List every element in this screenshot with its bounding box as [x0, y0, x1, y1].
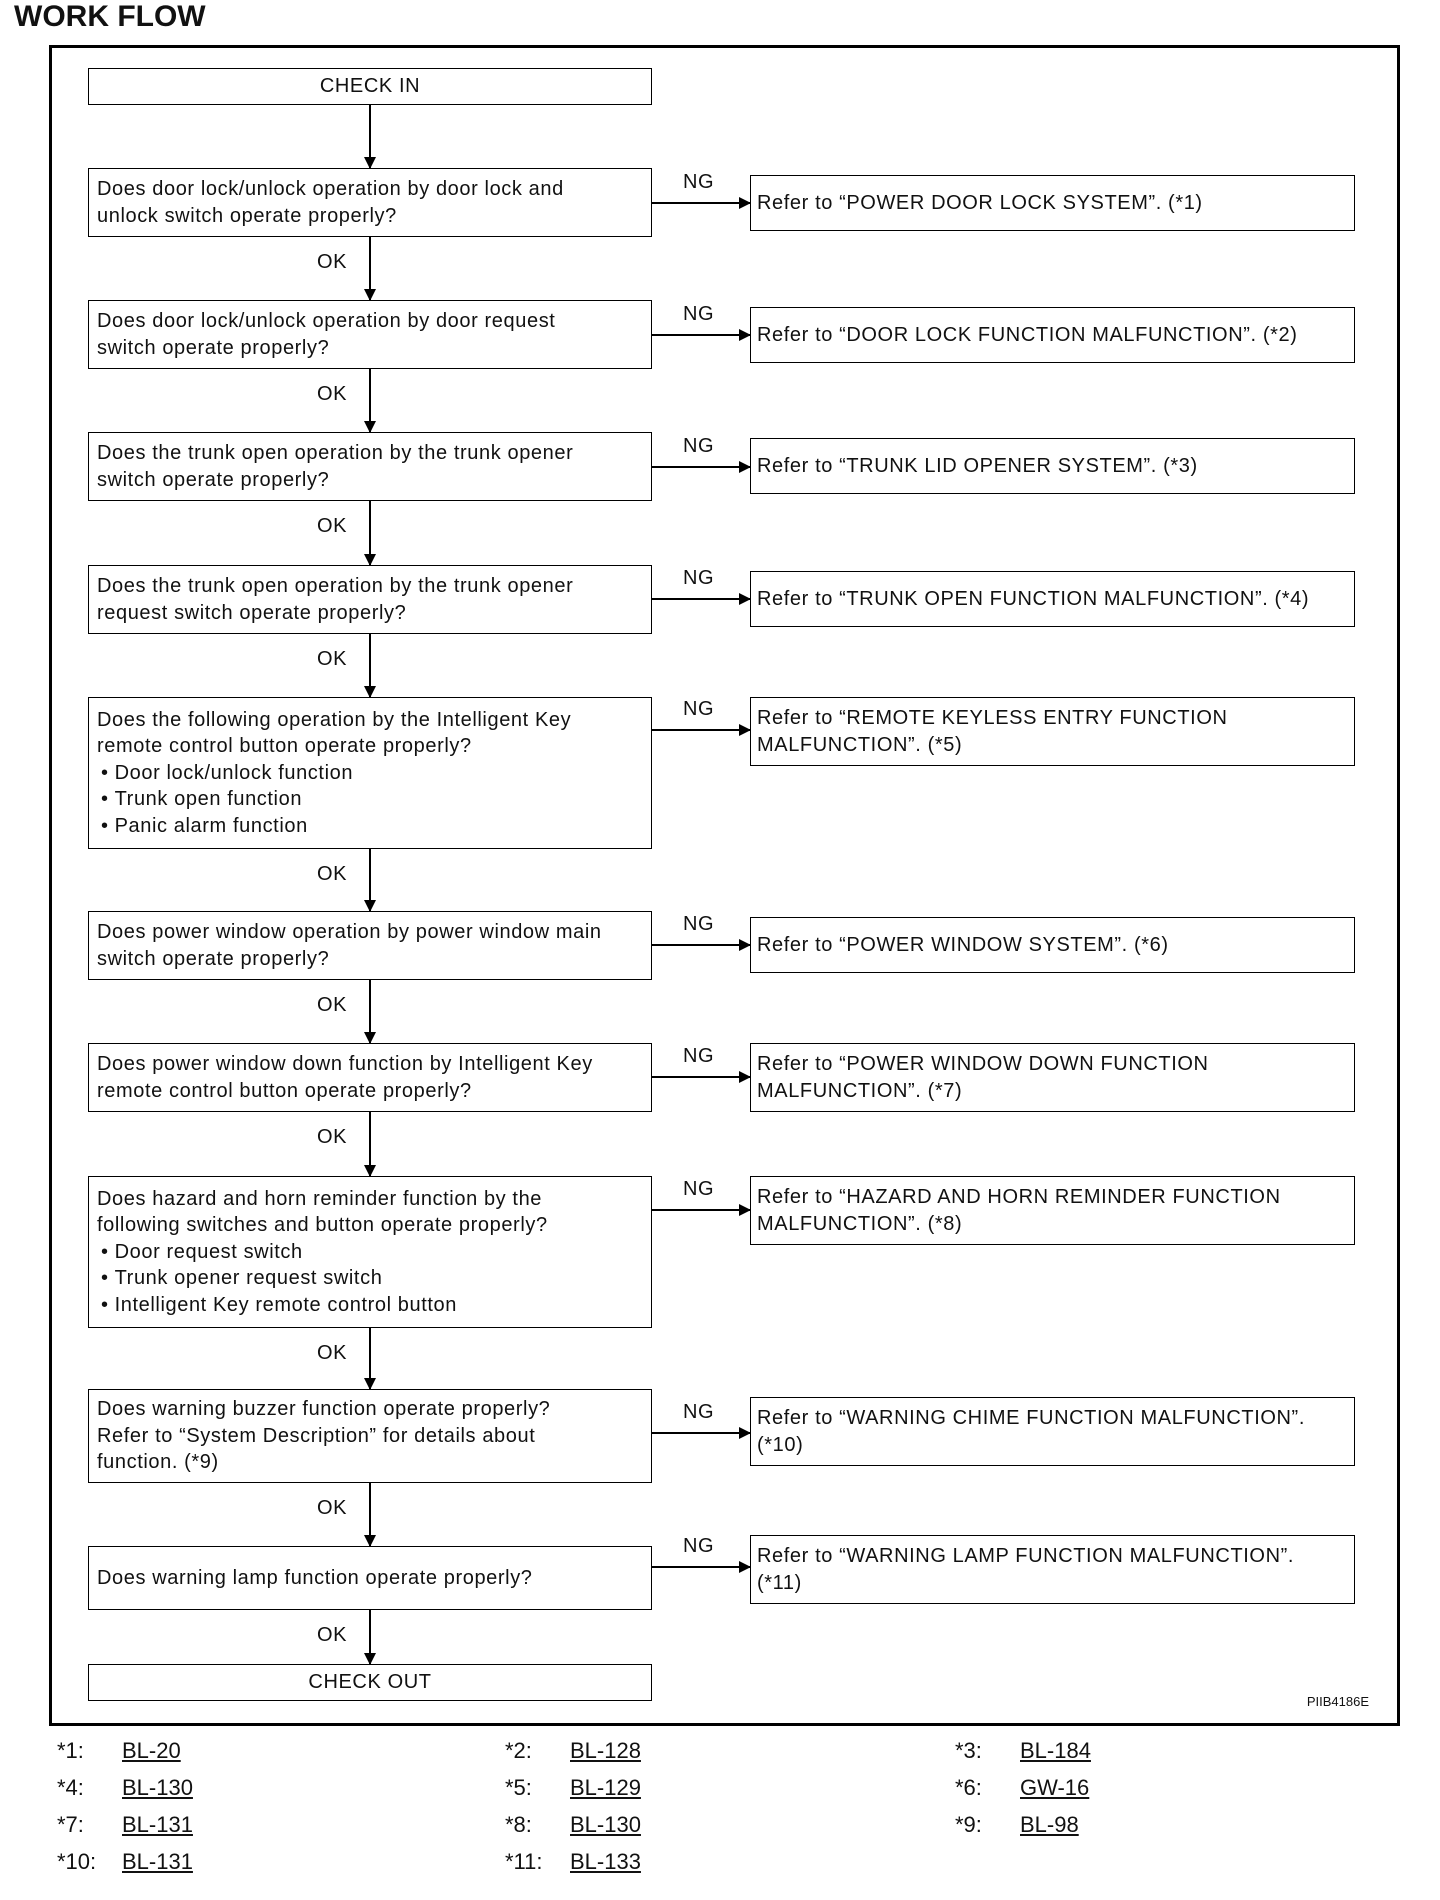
- refer-box: [750, 175, 1355, 231]
- refer-box: [750, 1397, 1355, 1466]
- ok-label: OK: [317, 1624, 348, 1646]
- refer-line: MALFUNCTION”. (*7): [757, 1079, 963, 1102]
- question-box: [88, 300, 652, 369]
- ng-label: NG: [683, 698, 715, 720]
- question-bullet: • Door request switch: [97, 1239, 651, 1266]
- check-in-box: CHECK IN: [88, 68, 652, 105]
- question-line: Does the following operation by the Intelligent Key: [97, 708, 572, 731]
- question-box: [88, 697, 652, 849]
- question-bullet: • Trunk opener request switch: [97, 1265, 651, 1292]
- reference-item: [57, 1738, 257, 1768]
- refer-box: [750, 1176, 1355, 1245]
- reference-key: *11:: [505, 1849, 543, 1874]
- question-box: [88, 1043, 652, 1112]
- reference-key: *7:: [57, 1812, 84, 1837]
- question-line: Does warning buzzer function operate properly?: [97, 1398, 551, 1421]
- refer-box: [750, 1535, 1355, 1604]
- reference-link[interactable]: BL-129: [570, 1775, 641, 1800]
- question-line: Does warning lamp function operate properly?: [97, 1566, 533, 1589]
- ok-label: OK: [317, 1342, 348, 1364]
- page-title: WORK FLOW: [14, 0, 206, 33]
- question-line: Does hazard and horn reminder function by the: [97, 1187, 543, 1210]
- question-line: Does the trunk open operation by the trunk opener: [97, 575, 574, 597]
- refer-line: Refer to “DOOR LOCK FUNCTION MALFUNCTION”. (*2): [757, 323, 1298, 346]
- reference-link[interactable]: BL-98: [1020, 1812, 1079, 1837]
- reference-key: *10:: [57, 1849, 97, 1874]
- question-bullet: • Trunk open function: [97, 786, 651, 813]
- refer-line: (*11): [757, 1571, 802, 1594]
- question-line: Does the trunk open operation by the trunk opener: [97, 442, 574, 464]
- refer-box: [750, 697, 1355, 766]
- ng-label: NG: [683, 913, 715, 935]
- ng-label: NG: [683, 303, 715, 325]
- refer-box: [750, 438, 1355, 494]
- ng-label: NG: [683, 567, 715, 589]
- reference-link[interactable]: BL-133: [570, 1849, 641, 1874]
- question-line: Refer to “System Description” for details about: [97, 1424, 536, 1447]
- question-line: function. (*9): [97, 1451, 219, 1474]
- refer-line: MALFUNCTION”. (*8): [757, 1212, 963, 1235]
- refer-box: [750, 571, 1355, 627]
- reference-key: *2:: [505, 1738, 532, 1763]
- reference-item: [505, 1849, 705, 1879]
- reference-item: [57, 1849, 257, 1879]
- ng-label: NG: [683, 1535, 715, 1557]
- reference-item: [505, 1812, 705, 1842]
- reference-link[interactable]: BL-131: [122, 1812, 193, 1837]
- refer-box: [750, 307, 1355, 363]
- refer-line: Refer to “POWER WINDOW DOWN FUNCTION: [757, 1053, 1209, 1075]
- check-out-box: CHECK OUT: [88, 1664, 652, 1701]
- question-line: switch operate properly?: [97, 947, 330, 970]
- question-box: [88, 1176, 652, 1328]
- reference-link[interactable]: GW-16: [1020, 1775, 1090, 1800]
- reference-item: [955, 1812, 1155, 1842]
- ok-label: OK: [317, 994, 348, 1016]
- ng-label: NG: [683, 435, 715, 457]
- question-line: unlock switch operate properly?: [97, 204, 397, 227]
- question-line: request switch operate properly?: [97, 601, 407, 624]
- ok-label: OK: [317, 515, 348, 537]
- ng-label: NG: [683, 171, 715, 193]
- question-line: remote control button operate properly?: [97, 735, 472, 758]
- ok-label: OK: [317, 1497, 348, 1519]
- refer-line: Refer to “HAZARD AND HORN REMINDER FUNCTION: [757, 1186, 1281, 1208]
- ng-label: NG: [683, 1401, 715, 1423]
- reference-key: *8:: [505, 1812, 532, 1837]
- reference-key: *1:: [57, 1738, 84, 1763]
- question-bullet: • Intelligent Key remote control button: [97, 1292, 651, 1319]
- reference-key: *9:: [955, 1812, 982, 1837]
- reference-link[interactable]: BL-184: [1020, 1738, 1091, 1763]
- figure-code: PIIB4186E: [1306, 1694, 1369, 1709]
- question-box: [88, 911, 652, 980]
- question-line: following switches and button operate properly?: [97, 1214, 548, 1237]
- ok-label: OK: [317, 383, 348, 405]
- reference-key: *5:: [505, 1775, 532, 1800]
- question-line: Does power window down function by Intelligent Key: [97, 1053, 593, 1075]
- reference-item: [505, 1775, 705, 1805]
- ok-label: OK: [317, 251, 348, 273]
- question-line: switch operate properly?: [97, 336, 330, 359]
- reference-link[interactable]: BL-131: [122, 1849, 193, 1874]
- refer-line: (*10): [757, 1433, 804, 1456]
- question-box: [88, 432, 652, 501]
- reference-item: [955, 1775, 1155, 1805]
- refer-box: [750, 1043, 1355, 1112]
- reference-list: [0, 1738, 1440, 1898]
- ng-label: NG: [683, 1045, 715, 1067]
- question-box: [88, 1389, 652, 1483]
- reference-link[interactable]: BL-130: [122, 1775, 193, 1800]
- question-line: Does power window operation by power window main: [97, 921, 602, 943]
- question-box: [88, 565, 652, 634]
- ok-label: OK: [317, 1126, 348, 1148]
- refer-box: [750, 917, 1355, 973]
- reference-key: *3:: [955, 1738, 982, 1763]
- question-box: [88, 168, 652, 237]
- reference-link[interactable]: BL-130: [570, 1812, 641, 1837]
- question-line: Does door lock/unlock operation by door lock and: [97, 178, 564, 200]
- reference-key: *4:: [57, 1775, 84, 1800]
- reference-key: *6:: [955, 1775, 982, 1800]
- reference-item: [505, 1738, 705, 1768]
- refer-line: Refer to “TRUNK LID OPENER SYSTEM”. (*3): [757, 454, 1198, 477]
- ng-label: NG: [683, 1178, 715, 1200]
- ok-label: OK: [317, 648, 348, 670]
- reference-item: [57, 1775, 257, 1805]
- reference-link[interactable]: BL-128: [570, 1738, 641, 1763]
- question-box: [88, 1546, 652, 1610]
- question-line: Does door lock/unlock operation by door request: [97, 310, 556, 332]
- refer-line: Refer to “WARNING LAMP FUNCTION MALFUNCTION”.: [757, 1545, 1295, 1567]
- reference-item: [57, 1812, 257, 1842]
- refer-line: Refer to “POWER DOOR LOCK SYSTEM”. (*1): [757, 191, 1203, 214]
- question-bullet: • Panic alarm function: [97, 813, 651, 840]
- question-bullet: • Door lock/unlock function: [97, 760, 651, 787]
- ok-label: OK: [317, 863, 348, 885]
- refer-line: MALFUNCTION”. (*5): [757, 733, 963, 756]
- question-line: switch operate properly?: [97, 468, 330, 491]
- reference-item: [955, 1738, 1155, 1768]
- question-line: remote control button operate properly?: [97, 1079, 472, 1102]
- refer-line: Refer to “WARNING CHIME FUNCTION MALFUNCTION”.: [757, 1407, 1305, 1429]
- reference-link[interactable]: BL-20: [122, 1738, 181, 1763]
- refer-line: Refer to “POWER WINDOW SYSTEM”. (*6): [757, 933, 1169, 956]
- refer-line: Refer to “REMOTE KEYLESS ENTRY FUNCTION: [757, 707, 1228, 729]
- refer-line: Refer to “TRUNK OPEN FUNCTION MALFUNCTION”. (*4): [757, 587, 1310, 610]
